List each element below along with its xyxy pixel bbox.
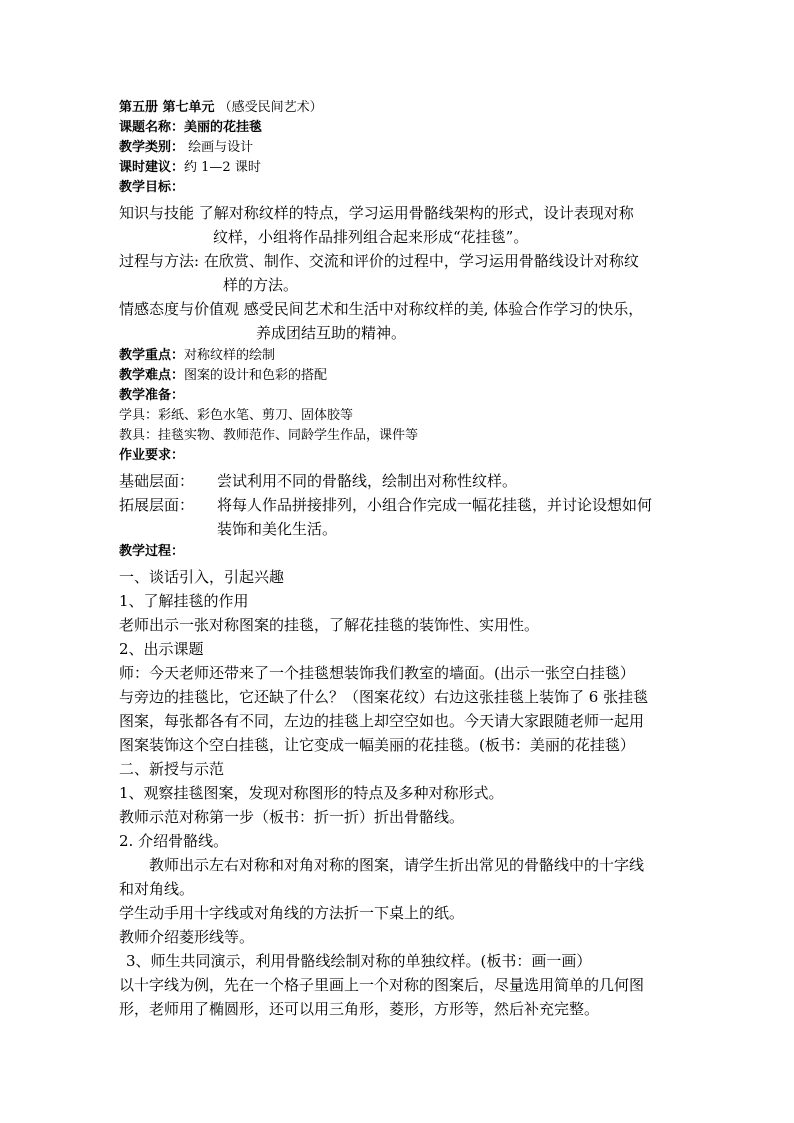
hours-value: 约 1—2 课时 bbox=[184, 160, 261, 175]
process-line: 图案，每张都各有不同，左边的挂毯上却空空如也。今天请大家跟随老师一起用 bbox=[119, 712, 645, 730]
unit-subtitle: （感受民间艺术） bbox=[214, 100, 323, 115]
goal-process-line1: 过程与方法: 在欣赏、制作、交流和评价的过程中，学习运用骨骼线设计对称纹 bbox=[119, 252, 639, 270]
process-line: 教师出示左右对称和对角对称的图案，请学生折出常见的骨骼线中的十字线 bbox=[149, 856, 645, 874]
goal-attitude-line2: 养成团结互助的精神。 bbox=[256, 324, 407, 342]
process-line: 以十字线为例，先在一个格子里画上一个对称的图案后，尽量选用简单的几何图 bbox=[119, 976, 645, 994]
goals-heading: 教学目标： bbox=[119, 180, 185, 195]
prep-teacher-tools: 教具：挂毯实物、教师范作、同龄学生作品，课件等 bbox=[119, 428, 419, 443]
topic-label: 课题名称： bbox=[119, 120, 185, 135]
homework-basic-label: 基础层面： bbox=[119, 472, 195, 490]
goal-attitude-line1: 情感态度与价值观 感受民间艺术和生活中对称纹样的美, 体验合作学习的快乐， bbox=[119, 300, 644, 318]
process-line: 师：今天老师还带来了一个挂毯想装饰我们教室的墙面。(出示一张空白挂毯） bbox=[119, 664, 635, 682]
goal-knowledge-line2: 纹样，小组将作品排列组合起来形成“花挂毯”。 bbox=[213, 228, 529, 246]
unit-line bbox=[119, 101, 323, 114]
topic-line bbox=[119, 121, 262, 134]
homework-basic-line bbox=[119, 474, 517, 489]
process-line: 教师示范对称第一步（板书：折一折）折出骨骼线。 bbox=[119, 808, 465, 826]
key-point-value: 对称纹样的绘制 bbox=[184, 348, 276, 363]
process-line: 图案装饰这个空白挂毯，让它变成一幅美丽的花挂毯。(板书：美丽的花挂毯） bbox=[119, 736, 635, 754]
type-line bbox=[119, 141, 253, 154]
homework-extension-label: 拓展层面： bbox=[119, 496, 195, 514]
process-line: 2. 介绍骨骼线。 bbox=[119, 832, 229, 850]
goal-knowledge-line1: 知识与技能 了解对称纹样的特点，学习运用骨骼线架构的形式，设计表现对称 bbox=[119, 204, 634, 222]
process-line: 学生动手用十字线或对角线的方法折一下桌上的纸。 bbox=[119, 904, 465, 922]
process-line: 和对角线。 bbox=[119, 880, 195, 898]
prep-student-tools: 学具：彩纸、彩色水笔、剪刀、固体胶等 bbox=[119, 408, 354, 423]
process-line: 3、师生共同演示，利用骨骼线绘制对称的单独纹样。(板书：画一画） bbox=[126, 952, 592, 970]
difficulty-line bbox=[119, 369, 327, 382]
prep-heading: 教学准备： bbox=[119, 388, 185, 403]
process-line: 一、谈话引入，引起兴趣 bbox=[119, 568, 285, 586]
difficulty-value: 图案的设计和色彩的搭配 bbox=[184, 368, 328, 383]
difficulty-label: 教学难点： bbox=[119, 368, 185, 383]
process-line: 教师介绍菱形线等。 bbox=[119, 928, 255, 946]
type-label: 教学类别： bbox=[119, 140, 185, 155]
homework-heading: 作业要求： bbox=[119, 448, 185, 463]
process-line: 形，老师用了椭圆形，还可以用三角形，菱形，方形等，然后补充完整。 bbox=[119, 1000, 600, 1018]
homework-basic-text: 尝试利用不同的骨骼线，绘制出对称性纹样。 bbox=[217, 472, 518, 490]
process-heading: 教学过程： bbox=[119, 544, 185, 559]
homework-extension-line2: 装饰和美化生活。 bbox=[217, 520, 338, 538]
hours-line bbox=[119, 161, 261, 174]
process-line: 1、观察挂毯图案，发现对称图形的特点及多种对称形式。 bbox=[119, 784, 504, 802]
goal-process-line2: 样的方法。 bbox=[223, 276, 299, 294]
type-value: 绘画与设计 bbox=[184, 140, 254, 155]
process-line: 二、新授与示范 bbox=[119, 760, 225, 778]
process-line: 与旁边的挂毯比，它还缺了什么？（图案花纹）右边这张挂毯上装饰了 6 张挂毯 bbox=[119, 688, 649, 706]
process-line: 2、出示课题 bbox=[119, 640, 204, 658]
hours-label: 课时建议： bbox=[119, 160, 185, 175]
process-line: 1、了解挂毯的作用 bbox=[119, 592, 249, 610]
homework-extension-text: 将每人作品拼接排列，小组合作完成一幅花挂毯，并讨论设想如何 bbox=[217, 496, 653, 514]
process-line: 老师出示一张对称图案的挂毯，了解花挂毯的装饰性、实用性。 bbox=[119, 616, 540, 634]
unit-title: 第五册 第七单元 bbox=[119, 100, 215, 115]
key-point-line bbox=[119, 349, 275, 362]
homework-extension-line bbox=[119, 498, 652, 513]
key-point-label: 教学重点： bbox=[119, 348, 185, 363]
topic-value: 美丽的花挂毯 bbox=[184, 120, 263, 135]
